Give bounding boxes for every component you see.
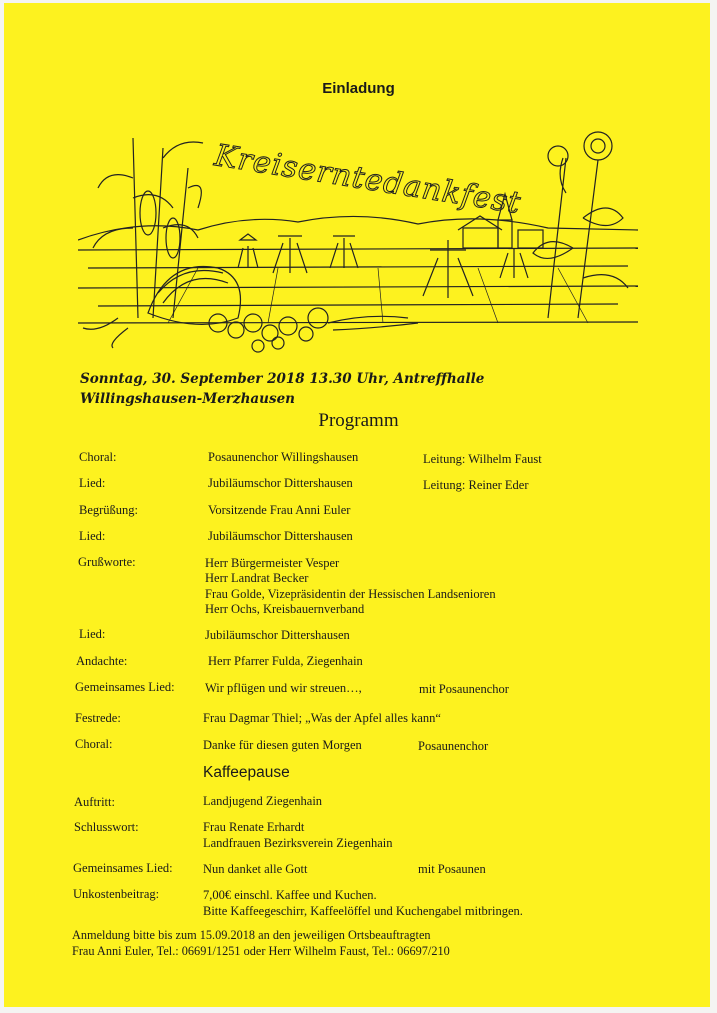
program-entry: Landjugend Ziegenhain [203,794,323,808]
program-note: mit Posaunen [418,862,486,876]
program-label: Grußworte: [78,555,136,569]
registration-note: Anmeldung bitte bis zum 15.09.2018 an den jeweiligen Ortsbeauftragten [72,928,431,942]
program-label: Gemeinsames Lied: [73,861,173,875]
coffee-break-heading: Kaffeepause [203,764,290,781]
program-label: Auftritt: [74,795,115,809]
festival-title: Kreiserntedankfest [212,138,524,222]
program-entry: 7,00€ einschl. Kaffee und Kuchen. [203,888,377,902]
program-entry: Jubiläumschor Dittershausen [208,476,353,490]
program-label: Lied: [79,529,106,543]
event-date-location: Sonntag, 30. September 2018 13.30 Uhr, Antreffhalle Willingshausen-Merzhausen [80,371,485,407]
program-entry: Jubiläumschor Dittershausen [205,628,350,642]
program-label: Begrüßung: [79,503,139,517]
program-label: Schlusswort: [74,820,139,834]
program-label: Unkostenbeitrag: [73,887,160,901]
program-entry: Danke für diesen guten Morgen [203,738,362,752]
program-entry: Herr Pfarrer Fulda, Ziegenhain [208,654,363,668]
program-entry: Landfrauen Bezirksverein Ziegenhain [203,836,393,850]
sunflower-icon [533,132,628,318]
harvest-basket-icon [83,266,418,352]
program-label: Choral: [75,737,113,751]
program-label: Lied: [79,627,106,641]
program-entry: Posaunenchor Willingshausen [208,450,359,464]
invitation-title: Einladung [322,80,395,97]
program-entry: Bitte Kaffeegeschirr, Kaffeelöffel und Kuchengabel mitbringen. [203,904,523,918]
program-note: Leitung: Wilhelm Faust [423,452,542,466]
program-entry: Frau Golde, Vizepräsidentin der Hessischen Landsenioren [205,587,496,601]
program-label: Andachte: [76,654,128,668]
contact-line: Frau Anni Euler, Tel.: 06691/1251 oder Herr Wilhelm Faust, Tel.: 06697/210 [72,944,450,958]
program-label: Choral: [79,450,117,464]
program-label: Gemeinsames Lied: [75,680,175,694]
harvest-illustration [78,118,638,353]
program-label: Festrede: [75,711,121,725]
program-entry: Herr Landrat Becker [205,571,309,585]
program-note: Leitung: Reiner Eder [423,478,529,492]
program-entry: Herr Bürgermeister Vesper [205,556,340,570]
program-entry: Nun danket alle Gott [203,862,308,876]
program-entry: Wir pflügen und wir streuen…, [205,681,362,695]
program-entry: Herr Ochs, Kreisbauernverband [205,602,365,616]
program-heading: Programm [318,410,399,431]
program-entry: Frau Dagmar Thiel; „Was der Apfel alles kann“ [203,711,441,725]
program-entry: Vorsitzende Frau Anni Euler [208,503,351,517]
program-entry: Jubiläumschor Dittershausen [208,529,353,543]
program-note: Posaunenchor [418,739,489,753]
program-label: Lied: [79,476,106,490]
program-note: mit Posaunenchor [419,682,509,696]
program-entry: Frau Renate Erhardt [203,820,305,834]
